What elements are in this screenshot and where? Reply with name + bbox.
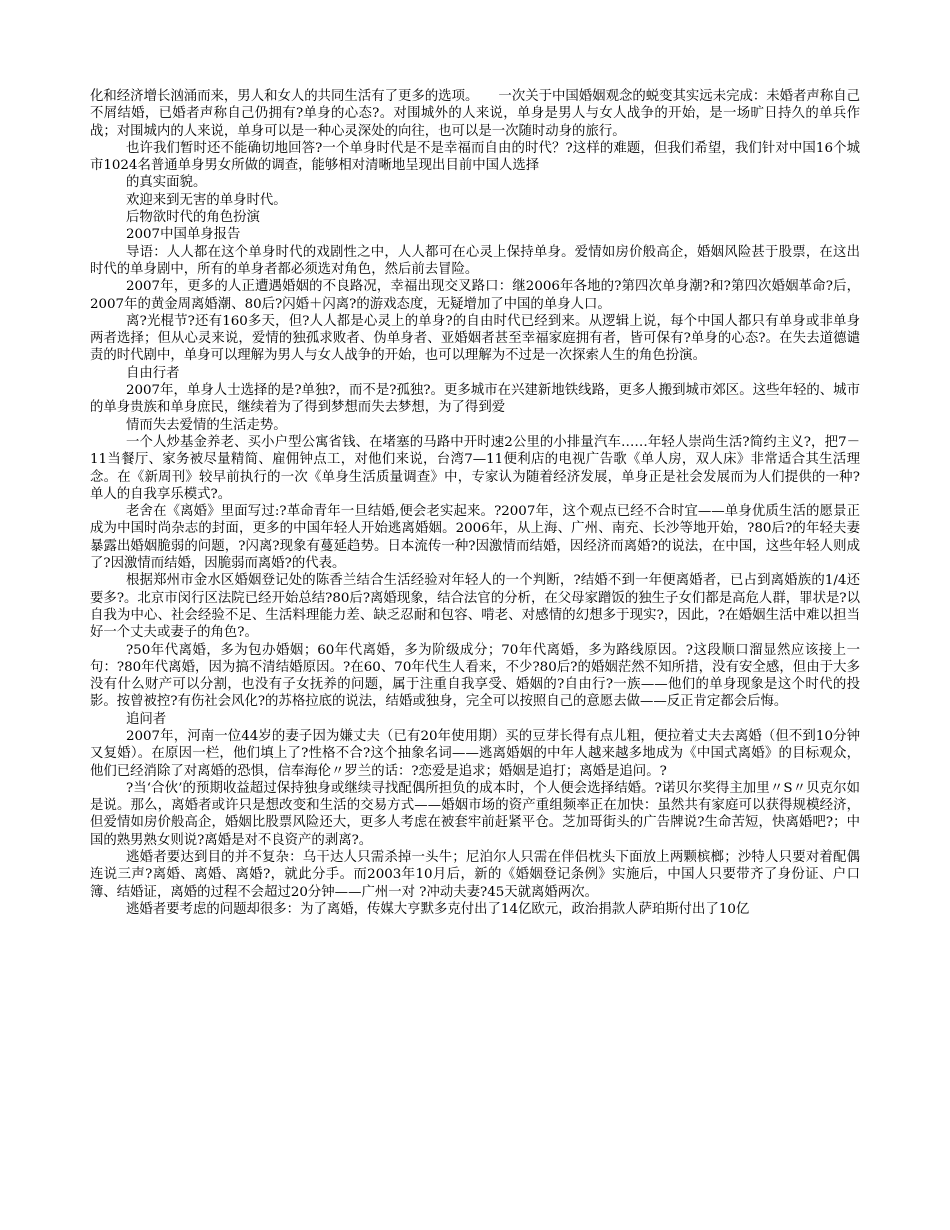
- report-title: 2007中国单身报告: [126, 227, 241, 243]
- paragraph-16: ?50年代离婚，多为包办婚姻；60年代离婚，多为阶级成分；70年代离婚，多为路线原因。?这段顺口溜显然应该接上一句：?80年代离婚，因为搞不清结婚原因。?在60、70年代生人看来，不少?80后?的婚姻茫然不知所措，没有安全感，但由于大多没有什么财产可以分割，也没有子女抚养的问题，属于注重自我享受、婚姻的?自由行?一族——他们的单身现象是这个时代的投影。按曾被控?有伤社会风化?的苏格拉底的说法，结婚或独身，完全可以按照自己的意愿去做——反正肯定都会后悔。: [90, 642, 860, 710]
- paragraph-11: 2007年，单身人士选择的是?单独?，而不是?孤独?。更多城市在兴建新地铁线路，更多人搬到城市郊区。这些年轻的、城市的单身贵族和单身庶民，继续着为了得到梦想而失去梦想，为了得到爱: [90, 383, 860, 416]
- paragraph-20: 逃婚者要达到目的并不复杂：乌干达人只需杀掉一头牛；尼泊尔人只需在伴侣枕头下面放上两颗槟榔；沙特人只要对着配偶连说三声?离婚、离婚、离婚?，就此分手。而2003年10月后，新的《婚姻登记条例》实施后，中国人只要带齐了身份证、户口簿、结婚证，离婚的过程不会超过20分钟——广州一对 ?冲动夫妻?45天就离婚两次。: [90, 850, 860, 900]
- paragraph-15: 根据郑州市金水区婚姻登记处的陈香兰结合生活经验对年轻人的一个判断，?结婚不到一年便离婚者，已占到离婚族的1/4还要多?。北京市闵行区法院已经开始总结?80后?离婚现象，结合法官的分析，在父母家蹭饭的独生子女们都是高危人群，罪状是?以自我为中心、社会经验不足、生活料理能力差、缺乏忍耐和包容、啃老、对感情的幻想多于现实?，因此，?在婚姻生活中难以担当好一个丈夫或妻子的角色?。: [90, 573, 860, 641]
- section-heading-free-travelers: 自由行者: [126, 365, 180, 381]
- paragraph-14: 老舍在《离婚》里面写过:?革命青年一旦结婚,便会老实起来。?2007年，这个观点已经不合时宜——单身优质生活的愿景正成为中国时尚杂志的封面，更多的中国年轻人开始逃离婚姻。2006年，从上海、广州、南充、长沙等地开始，?80后?的年轻夫妻暴露出婚姻脆弱的问题，?闪离?现象有蔓延趋势。日本流传一种?因激情而结婚，因经济而离婚?的说法，在中国，这些年轻人则成了?因激情而结婚，因脆弱而离婚?的代表。: [90, 504, 860, 572]
- document-page: [90, 88, 860, 918]
- section-heading-questioners: 追问者: [126, 711, 167, 727]
- paragraph-21: 逃婚者要考虑的问题却很多：为了离婚，传媒大亨默多克付出了14亿欧元，政治捐款人萨珀斯付出了10亿: [126, 901, 750, 917]
- paragraph-2: 也许我们暂时还不能确切地回答?一个单身时代是不是幸福而自由的时代？?这样的难题，但我们希望，我们针对中国16个城市1024名普通单身男女所做的调查，能够相对清晰地呈现出目前中国人选择: [90, 140, 860, 174]
- paragraph-3: 的真实面貌。: [126, 175, 207, 191]
- paragraph-9: 离?光棍节?还有160多天，但?人人都是心灵上的单身?的自由时代已经到来。从逻辑上说，每个中国人都只有单身或非单身两者选择；但从心灵来说，爱情的独孤求败者、伪单身者、亚婚姻者甚至幸福家庭拥有者，皆可保有?单身的心态?。在失去道德谴责的时代剧中，单身可以理解为男人与女人战争的开始，也可以理解为不过是一次探索人生的角色扮演。: [90, 313, 860, 364]
- intro-paragraph: 导语：人人都在这个单身时代的戏剧性之中，人人都可在心灵上保持单身。爱情如房价般高企，婚姻风险甚于股票，在这出时代的单身剧中，所有的单身者都必须选对角色，然后前去冒险。: [90, 244, 860, 277]
- paragraph-1: 化和经济增长汹涌而来，男人和女人的共同生活有了更多的选项。 一次关于中国婚姻观念的蜕变其实远未完成：未婚者声称自己不屑结婚，已婚者声称自己仍拥有?单身的心态?。对围城外的人来说，单身是男人与女人战争的开始，是一场旷日持久的单兵作战；对围城内的人来说，单身可以是一种心灵深处的向往，也可以是一次随时动身的旅行。: [90, 89, 860, 139]
- paragraph-13: 一个人炒基金养老、买小户型公寓省钱、在堵塞的马路中开时速2公里的小排量汽车……年轻人崇尚生活?简约主义?，把7－11当餐厅、家务被尽量精简、雇佣钟点工，对他们来说，台湾7—11便利店的电视广告歌《单人房，双人床》非常适合其生活理念。在《新周刊》较早前执行的一次《单身生活质量调查》中，专家认为随着经济发展，单身正是社会发展而为人们提供的一种?单人的自我享乐模式?。: [90, 434, 860, 502]
- paragraph-4: 欢迎来到无害的单身时代。: [126, 192, 287, 208]
- paragraph-8: 2007年，更多的人正遭遇婚姻的不良路况，幸福出现交叉路口：继2006年各地的?第四次单身潮?和?第四次婚姻革命?后，2007年的黄金周离婚潮、80后?闪婚＋闪离?的游戏态度，无疑增加了中国的单身人口。: [90, 279, 860, 312]
- section-heading-post-materialism: 后物欲时代的角色扮演: [126, 210, 260, 226]
- paragraph-18: 2007年，河南一位44岁的妻子因为嫌丈夫（已有20年使用期）买的豆芽长得有点儿粗，便拉着丈夫去离婚（但不到10分钟又复婚）。在原因一栏，他们填上了?性格不合?这个抽象名词——逃离婚姻的中年人越来越多地成为《中国式离婚》的目标观众，他们已经消除了对离婚的恐惧，信奉海伦〃罗兰的话：?恋爱是追求；婚姻是追打；离婚是追问。?: [90, 728, 860, 779]
- paragraph-12: 情而失去爱情的生活走势。: [126, 417, 287, 433]
- paragraph-19: ?当‘合伙’的预期收益超过保持独身或继续寻找配偶所担负的成本时，个人便会选择结婚。?诺贝尔奖得主加里〃S〃贝克尔如是说。那么，离婚者或许只是想改变和生活的交易方式——婚姻市场的资产重组频率正在加快：虽然共有家庭可以获得规模经济，但爱情如房价般高企，婚姻比股票风险还大，更多人考虑在被套牢前赶紧平仓。芝加哥街头的广告牌说?生命苦短，快离婚吧?；中国的熟男熟女则说?离婚是对不良资产的剥离?。: [90, 780, 860, 848]
